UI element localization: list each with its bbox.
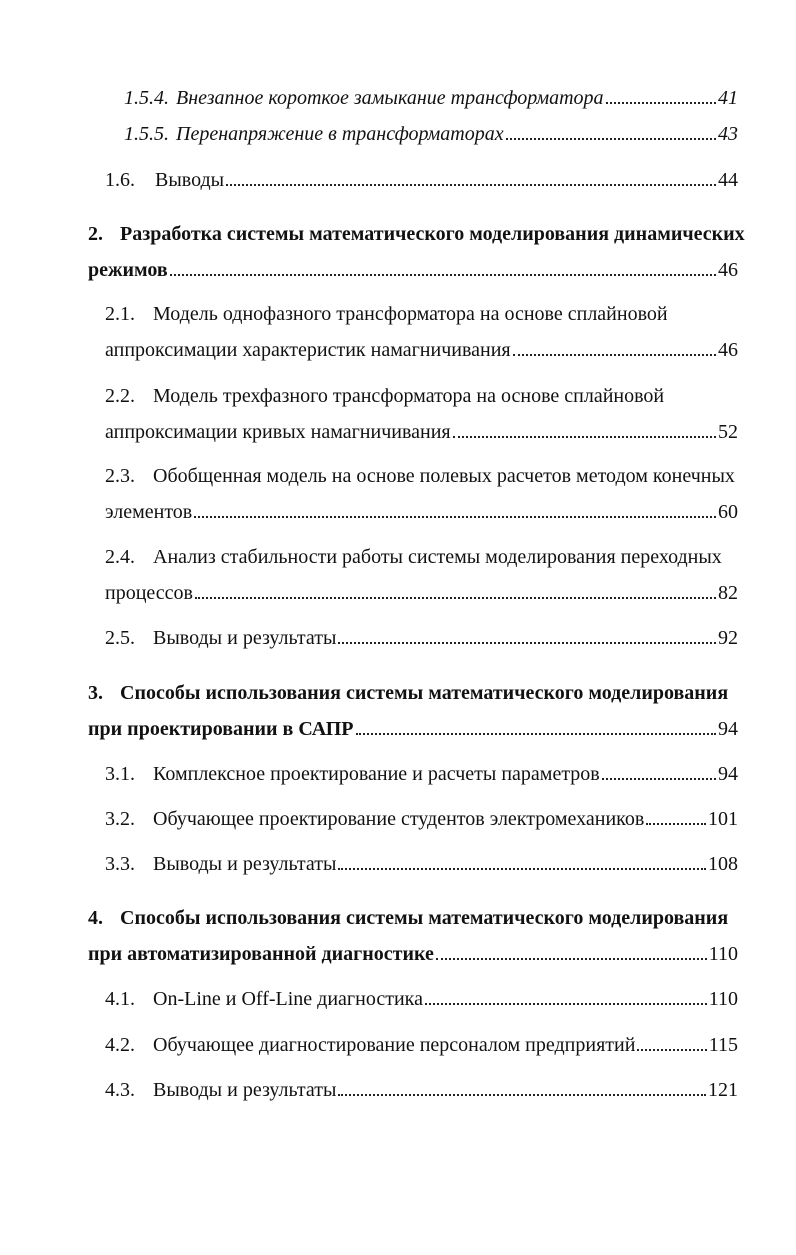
toc-entry-page: 110 (708, 988, 738, 1010)
toc-entry-page: 108 (708, 853, 738, 875)
toc-chapter-3-line2[interactable] (88, 717, 738, 741)
toc-entry-page: 44 (718, 169, 738, 191)
toc-chapter-number: 4. (88, 907, 103, 929)
dot-leader (170, 274, 716, 276)
toc-entry-number: 2.5. (105, 627, 135, 649)
toc-entry-page: 110 (708, 943, 738, 965)
dot-leader (646, 823, 706, 825)
toc-entry-title-cont: аппроксимации кривых намагничивания (105, 421, 451, 443)
dot-leader (338, 1094, 706, 1096)
toc-entry-title: Выводы (155, 169, 225, 191)
toc-entry-2-2-line1[interactable] (105, 384, 664, 408)
toc-entry-number: 1.6. (105, 169, 135, 191)
toc-entry-title-cont: процессов (105, 582, 193, 604)
toc-entry-page: 41 (718, 87, 738, 109)
toc-entry-number: 4.3. (105, 1079, 135, 1101)
toc-entry-title: On-Line и Off-Line диагностика (153, 988, 423, 1010)
toc-entry-title: Выводы и результаты (153, 853, 337, 875)
toc-entry-4-2[interactable] (105, 1033, 738, 1057)
dot-leader (194, 516, 716, 518)
toc-entry-title-cont: аппроксимации характеристик намагничивания (105, 339, 511, 361)
toc-entry-2-1-line1[interactable] (105, 302, 668, 326)
dot-leader (606, 102, 716, 104)
toc-chapter-title-cont: режимов (88, 259, 168, 281)
toc-entry-title: Перенапряжение в трансформаторах (176, 123, 504, 145)
toc-chapter-3-line1[interactable] (88, 681, 728, 705)
toc-chapter-title: Способы использования системы математического моделирования (120, 907, 729, 929)
toc-entry-number: 4.2. (105, 1034, 135, 1056)
toc-entry-page: 92 (718, 627, 738, 649)
toc-entry-title: Комплексное проектирование и расчеты параметров (153, 763, 600, 785)
dot-leader (226, 184, 716, 186)
toc-chapter-title: Способы использования системы математического моделирования (120, 682, 729, 704)
toc-entry-2-3-line1[interactable] (105, 464, 735, 488)
toc-entry-page: 94 (718, 763, 738, 785)
toc-chapter-4-line1[interactable] (88, 906, 728, 930)
toc-entry-title-cont: элементов (105, 501, 193, 523)
toc-entry-page: 52 (718, 421, 738, 443)
toc-entry-title: Модель трехфазного трансформатора на основе сплайновой (153, 385, 665, 407)
toc-entry-2-4-line1[interactable] (105, 545, 722, 569)
dot-leader (602, 778, 716, 780)
dot-leader (513, 354, 716, 356)
dot-leader (506, 138, 716, 140)
toc-entry-3-1[interactable] (105, 762, 738, 786)
toc-entry-page: 46 (718, 259, 738, 281)
toc-entry-1-5-4[interactable] (124, 86, 738, 110)
toc-entry-page: 115 (708, 1034, 738, 1056)
toc-entry-2-3-line2[interactable] (105, 500, 738, 524)
toc-chapter-2-line1[interactable] (88, 222, 745, 246)
toc-entry-number: 2.4. (105, 546, 135, 568)
dot-leader (338, 642, 716, 644)
toc-chapter-title-cont: при автоматизированной диагностике (88, 943, 434, 965)
dot-leader (356, 733, 716, 735)
toc-entry-title: Обучающее проектирование студентов электромехаников (153, 808, 645, 830)
toc-entry-2-4-line2[interactable] (105, 581, 738, 605)
toc-entry-number: 3.2. (105, 808, 135, 830)
dot-leader (637, 1049, 706, 1051)
toc-entry-3-2[interactable] (105, 807, 738, 831)
toc-entry-number: 2.1. (105, 303, 135, 325)
toc-entry-page: 43 (718, 123, 738, 145)
toc-entry-number: 2.3. (105, 465, 135, 487)
toc-entry-number: 3.3. (105, 853, 135, 875)
toc-entry-2-1-line2[interactable] (105, 338, 738, 362)
toc-chapter-4-line2[interactable] (88, 942, 738, 966)
toc-entry-page: 94 (718, 718, 738, 740)
toc-chapter-title-cont: при проектировании в САПР (88, 718, 354, 740)
dot-leader (453, 436, 716, 438)
dot-leader (338, 868, 706, 870)
toc-entry-4-3[interactable] (105, 1078, 738, 1102)
toc-entry-2-2-line2[interactable] (105, 420, 738, 444)
toc-entry-title: Модель однофазного трансформатора на основе сплайновой (153, 303, 668, 325)
dot-leader (425, 1003, 707, 1005)
toc-entry-number: 4.1. (105, 988, 135, 1010)
toc-entry-3-3[interactable] (105, 852, 738, 876)
toc-entry-page: 101 (708, 808, 738, 830)
toc-entry-1-6[interactable] (105, 168, 738, 192)
dot-leader (195, 597, 716, 599)
toc-chapter-title: Разработка системы математического моделирования динамических (120, 223, 745, 245)
toc-entry-title: Выводы и результаты (153, 1079, 337, 1101)
toc-entry-title: Выводы и результаты (153, 627, 337, 649)
toc-entry-number: 1.5.5. (124, 123, 169, 145)
toc-entry-title: Внезапное короткое замыкание трансформатора (176, 87, 604, 109)
dot-leader (436, 958, 707, 960)
toc-chapter-number: 3. (88, 682, 103, 704)
toc-entry-title: Анализ стабильности работы системы моделирования переходных (153, 546, 722, 568)
toc-entry-page: 121 (708, 1079, 738, 1101)
toc-entry-1-5-5[interactable] (124, 122, 738, 146)
toc-entry-title: Обучающее диагностирование персоналом предприятий (153, 1034, 636, 1056)
toc-entry-number: 2.2. (105, 385, 135, 407)
toc-chapter-2-line2[interactable] (88, 258, 738, 282)
toc-entry-2-5[interactable] (105, 626, 738, 650)
toc-entry-title: Обобщенная модель на основе полевых расчетов методом конечных (153, 465, 735, 487)
toc-entry-page: 82 (718, 582, 738, 604)
toc-entry-4-1[interactable] (105, 987, 738, 1011)
toc-entry-number: 1.5.4. (124, 87, 169, 109)
toc-entry-page: 46 (718, 339, 738, 361)
toc-chapter-number: 2. (88, 223, 103, 245)
toc-entry-number: 3.1. (105, 763, 135, 785)
toc-entry-page: 60 (718, 501, 738, 523)
